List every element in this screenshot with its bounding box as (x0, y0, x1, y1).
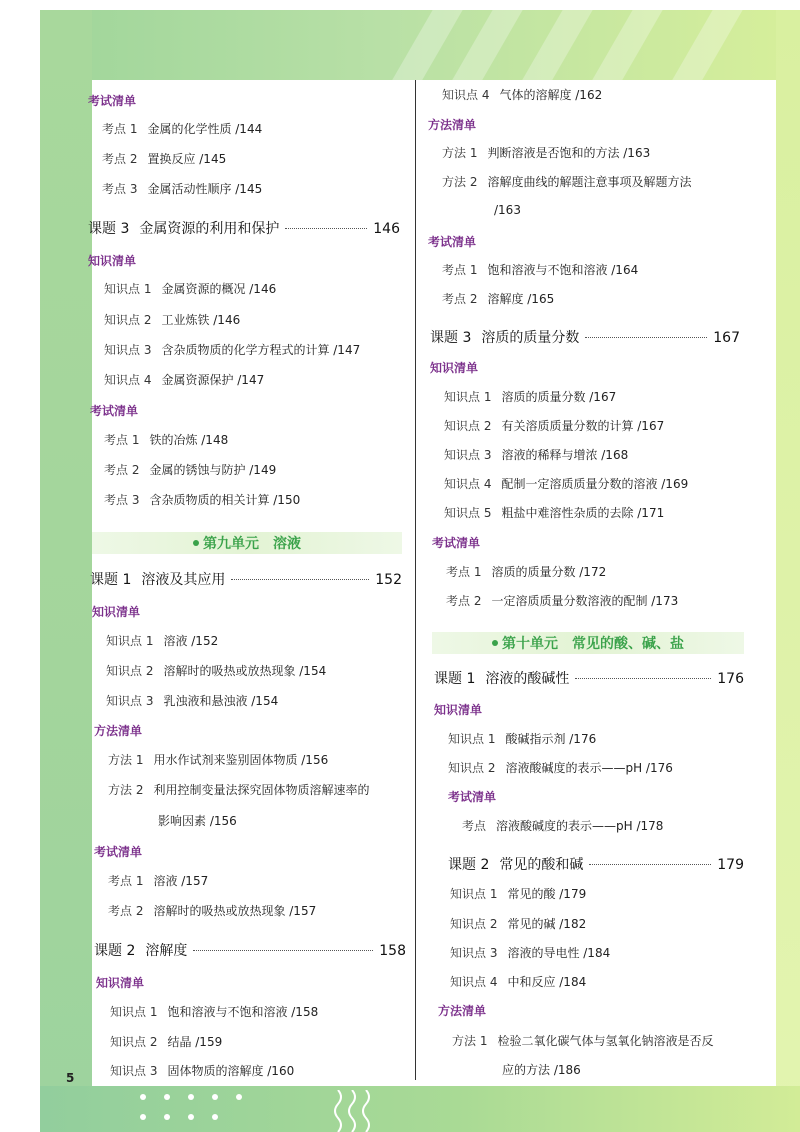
toc-entry[interactable]: 知识点 2 常见的碱 /182 (450, 917, 587, 931)
decor-dot (212, 1114, 218, 1120)
toc-entry-continuation[interactable]: 影响因素 /156 (158, 814, 237, 828)
right-band (776, 10, 800, 1132)
toc-entry[interactable]: 考点 1 溶液 /157 (108, 874, 209, 888)
leader-dots (575, 678, 711, 679)
toc-entry[interactable]: 知识点 3 溶液的导电性 /184 (450, 946, 611, 960)
leader-dots (589, 864, 711, 865)
toc-entry[interactable]: 知识点 2 工业炼铁 /146 (104, 313, 241, 327)
toc-entry[interactable]: 考点 2 溶解时的吸热或放热现象 /157 (108, 904, 317, 918)
leader-dots (585, 337, 707, 338)
knowledge-list-heading: 知识清单 (88, 254, 137, 268)
toc-entry[interactable]: 知识点 1 饱和溶液与不饱和溶液 /158 (110, 1005, 319, 1019)
lesson-entry[interactable]: 课题 1 溶液及其应用 152 (90, 572, 402, 588)
exam-list-heading: 考试清单 (90, 404, 139, 418)
toc-entry[interactable]: 方法 1 判断溶液是否饱和的方法 /163 (442, 146, 651, 160)
toc-entry[interactable]: 考点 2 金属的锈蚀与防护 /149 (104, 463, 277, 477)
decor-dot (236, 1094, 242, 1100)
bullet-icon (193, 540, 199, 546)
toc-entry[interactable]: 考点 3 含杂质物质的相关计算 /150 (104, 493, 301, 507)
toc-entry[interactable]: 知识点 2 溶解时的吸热或放热现象 /154 (106, 664, 327, 678)
toc-entry[interactable]: 知识点 2 结晶 /159 (110, 1035, 223, 1049)
method-list-heading: 方法清单 (94, 724, 143, 738)
toc-entry-continuation[interactable]: /163 (494, 203, 521, 217)
decor-dot (164, 1094, 170, 1100)
lesson-entry[interactable]: 课题 2 溶解度 158 (94, 943, 406, 959)
toc-entry[interactable]: 方法 1 用水作试剂来鉴别固体物质 /156 (108, 753, 329, 767)
toc-entry[interactable]: 知识点 4 中和反应 /184 (450, 975, 587, 989)
toc-entry[interactable]: 知识点 4 气体的溶解度 /162 (442, 88, 603, 102)
header-band (40, 10, 800, 80)
method-list-heading: 方法清单 (438, 1004, 487, 1018)
column-divider (415, 80, 416, 1080)
toc-entry[interactable]: 知识点 1 溶质的质量分数 /167 (444, 390, 617, 404)
toc-entry[interactable]: 考点 2 一定溶质质量分数溶液的配制 /173 (446, 594, 679, 608)
toc-entry[interactable]: 考点 3 金属活动性顺序 /145 (102, 182, 263, 196)
toc-entry[interactable]: 考点 2 溶解度 /165 (442, 292, 555, 306)
knowledge-list-heading: 知识清单 (92, 605, 141, 619)
toc-entry[interactable]: 知识点 1 酸碱指示剂 /176 (448, 732, 597, 746)
toc-entry[interactable]: 知识点 4 金属资源保护 /147 (104, 373, 265, 387)
page-number: 5 (66, 1071, 75, 1085)
lesson-entry[interactable]: 课题 1 溶液的酸碱性 176 (434, 671, 744, 687)
lesson-entry[interactable]: 课题 3 金属资源的利用和保护 146 (88, 221, 400, 237)
knowledge-list-heading: 知识清单 (434, 703, 483, 717)
toc-entry[interactable]: 考点 2 置换反应 /145 (102, 152, 227, 166)
method-list-heading: 方法清单 (428, 118, 477, 132)
knowledge-list-heading: 知识清单 (96, 976, 145, 990)
decor-dot (212, 1094, 218, 1100)
toc-entry[interactable]: 知识点 3 溶液的稀释与增浓 /168 (444, 448, 629, 462)
toc-entry[interactable]: 知识点 3 含杂质物质的化学方程式的计算 /147 (104, 343, 361, 357)
decor-dots (140, 1094, 360, 1114)
exam-list-heading: 考试清单 (94, 845, 143, 859)
toc-entry[interactable]: 考点 1 溶质的质量分数 /172 (446, 565, 607, 579)
toc-entry[interactable]: 方法 2 溶解度曲线的解题注意事项及解题方法 (442, 175, 692, 189)
exam-list-heading: 考试清单 (88, 94, 137, 108)
toc-entry[interactable]: 知识点 3 固体物质的溶解度 /160 (110, 1064, 295, 1078)
exam-list-heading: 考试清单 (448, 790, 497, 804)
exam-list-heading: 考试清单 (432, 536, 481, 550)
toc-entry[interactable]: 知识点 5 粗盐中难溶性杂质的去除 /171 (444, 506, 665, 520)
toc-entry-continuation[interactable]: 应的方法 /186 (502, 1063, 581, 1077)
unit-banner: 第九单元 溶液 (92, 532, 402, 554)
knowledge-list-heading: 知识清单 (430, 361, 479, 375)
bullet-icon (492, 640, 498, 646)
toc-entry[interactable]: 知识点 3 乳浊液和悬浊液 /154 (106, 694, 279, 708)
decor-stripe (352, 10, 475, 80)
toc-entry[interactable]: 知识点 1 常见的酸 /179 (450, 887, 587, 901)
lesson-entry[interactable]: 课题 3 溶质的质量分数 167 (430, 330, 740, 346)
decor-dot (164, 1114, 170, 1120)
toc-entry[interactable]: 考点 1 饱和溶液与不饱和溶液 /164 (442, 263, 639, 277)
toc-entry[interactable]: 知识点 2 有关溶质质量分数的计算 /167 (444, 419, 665, 433)
left-band (40, 10, 92, 1132)
leader-dots (193, 950, 373, 951)
toc-entry[interactable]: 知识点 4 配制一定溶质质量分数的溶液 /169 (444, 477, 689, 491)
unit-banner: 第十单元 常见的酸、碱、盐 (432, 632, 744, 654)
toc-entry[interactable]: 方法 1 检验二氧化碳气体与氢氧化钠溶液是否反 (452, 1034, 714, 1048)
decor-dot (140, 1094, 146, 1100)
leader-dots (285, 228, 367, 229)
toc-entry[interactable]: 知识点 1 金属资源的概况 /146 (104, 282, 277, 296)
toc-entry[interactable]: 考点 1 金属的化学性质 /144 (102, 122, 263, 136)
toc-entry[interactable]: 知识点 2 溶液酸碱度的表示——pH /176 (448, 761, 673, 775)
toc-entry[interactable]: 方法 2 利用控制变量法探究固体物质溶解速率的 (108, 783, 370, 797)
decor-dot (140, 1114, 146, 1120)
toc-entry[interactable]: 知识点 1 溶液 /152 (106, 634, 219, 648)
toc-entry[interactable]: 考点 1 铁的冶炼 /148 (104, 433, 229, 447)
lesson-entry[interactable]: 课题 2 常见的酸和碱 179 (448, 857, 744, 873)
toc-entry[interactable]: 考点 溶液酸碱度的表示——pH /178 (462, 819, 664, 833)
exam-list-heading: 考试清单 (428, 235, 477, 249)
leader-dots (231, 579, 369, 580)
decor-dot (188, 1094, 194, 1100)
wave-decor-icon (330, 1090, 390, 1132)
decor-dot (188, 1114, 194, 1120)
